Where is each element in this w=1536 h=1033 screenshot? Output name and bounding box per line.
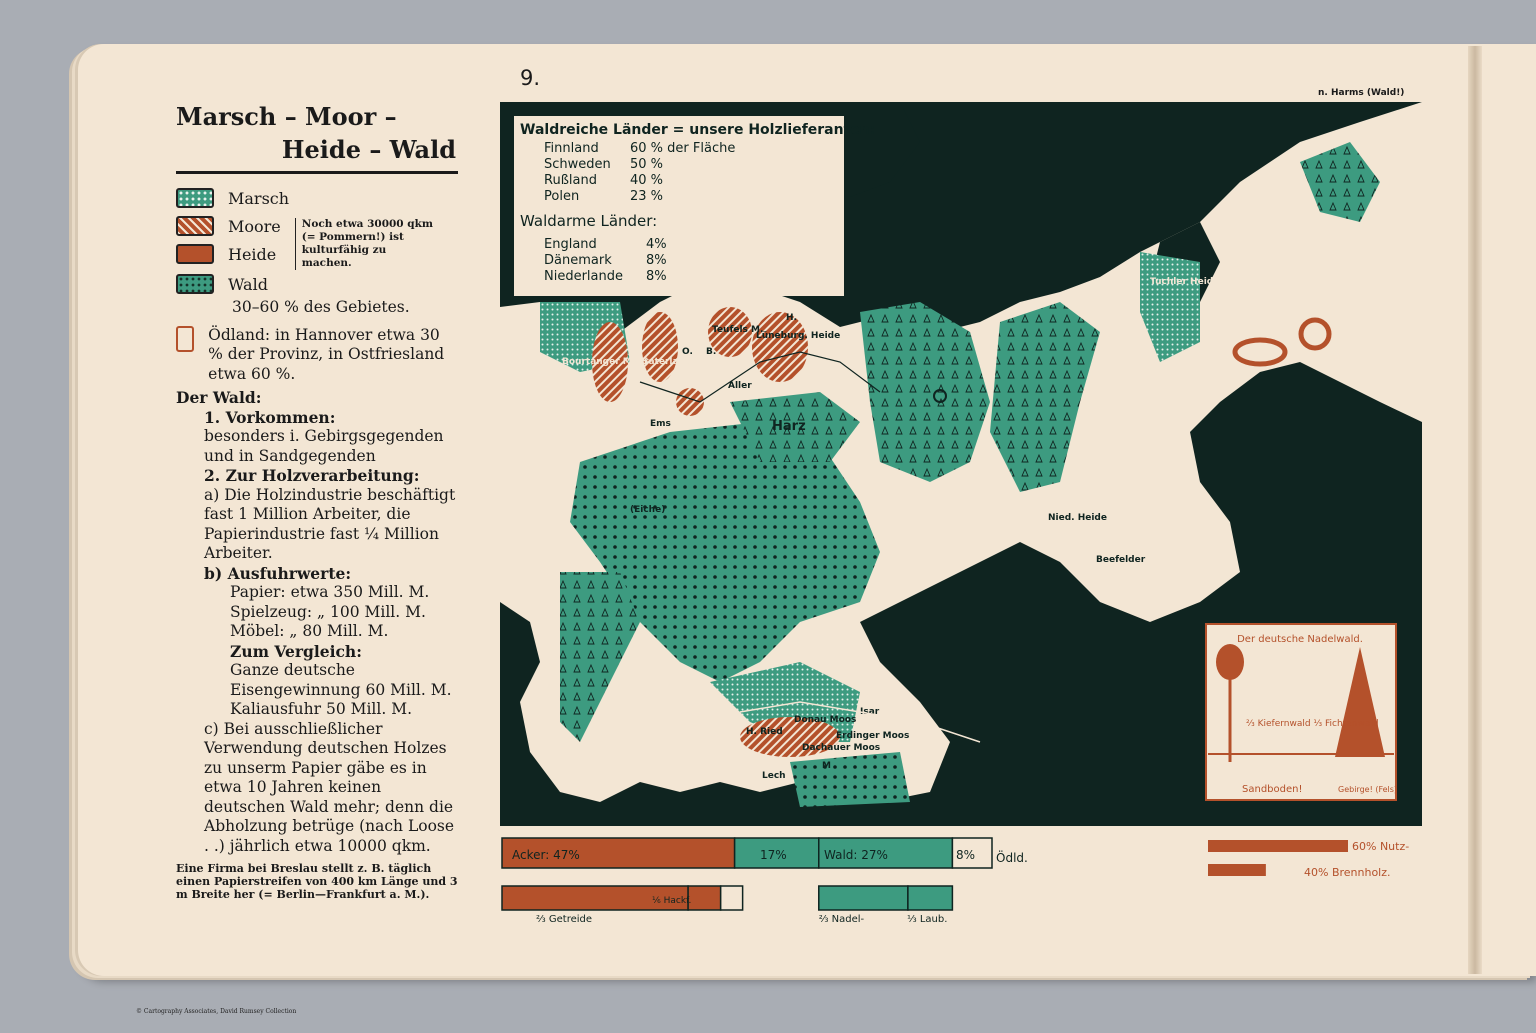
bar-label: 40% Brennholz. (1304, 866, 1391, 879)
c-text: c) Bei ausschließlicher Verwendung deutschen Holzes zu unserm Papier gäbe es in etwa 10 Jahren keinen deutschen Wald mehr; denn die Abholzung betrüge (nach Loose . .) jährlich etwa 10000 qkm. (204, 719, 455, 855)
book-gutter (1468, 46, 1482, 974)
label-luneburg: Lüneburg. Heide (756, 331, 841, 341)
land-value: 40 % (630, 173, 664, 188)
title-line-1: Marsch – Moor – (176, 102, 397, 131)
waldarme-heading: Waldarme Länder: (520, 212, 658, 230)
holz-heading: 2. Zur Holzverarbeitung: (204, 466, 420, 485)
legend-item-wald (176, 270, 458, 298)
label-ems: Ems (650, 419, 671, 429)
legend-item-moore (176, 212, 281, 240)
label-aller: Aller (728, 381, 752, 391)
label-bourtanger: Bourtanger Moor (562, 357, 649, 367)
bar-rest (721, 886, 743, 910)
odland-label: Ödland: in Hannover etwa 30 % der Provinz, in Ostfriesland etwa 60 %. (208, 325, 445, 383)
land-value: 60 % der Fläche (630, 141, 736, 156)
page-title (176, 100, 458, 166)
footer-credit: © Cartography Associates, David Rumsey Collection (136, 1008, 297, 1015)
forest-map (500, 102, 1422, 826)
bar-charts (500, 834, 1430, 934)
land-name: Dänemark (544, 253, 612, 268)
bar-label: Ödld. (996, 851, 1028, 865)
moore-swatch-icon (176, 216, 214, 236)
inset-share: ⅔ Kiefernwald ⅓ Fichtenwald (1246, 719, 1379, 729)
author-credit: n. Harms (Wald!) (1318, 88, 1405, 98)
legend-label: Heide (228, 244, 277, 264)
marsch-swatch-icon (176, 188, 214, 208)
bar-label: Wald: 27% (824, 848, 888, 862)
heide-swatch-icon (176, 244, 214, 264)
label-saterland: Saterland (642, 357, 692, 367)
inset-sandboden: Sandboden! (1242, 784, 1303, 795)
b-line-3: Möbel: „ 80 Mill. M. (230, 622, 389, 640)
bar-label: 17% (760, 848, 787, 862)
label-donau-moos: Donau Moos (794, 715, 857, 725)
label-harz: Harz (772, 419, 806, 434)
land-value: 8% (646, 269, 667, 284)
land-name: Polen (544, 189, 580, 204)
vorkommen-text: besonders i. Gebirgsgegenden und in Sandgegenden (204, 427, 444, 465)
bar-nadel (819, 886, 908, 910)
label-erdinger: Erdinger Moos (836, 731, 910, 741)
legend-label: Marsch (228, 188, 290, 208)
legend-item-marsch (176, 184, 458, 212)
bar-label: ⅔ Getreide (536, 914, 593, 925)
b-line-2: Spielzeug: „ 100 Mill. M. (230, 602, 426, 621)
label-tuchler: Tuchler Heide (1150, 277, 1220, 287)
vergleich-text: Ganze deutsche Eisengewinnung 60 Mill. M. Kaliausfuhr 50 Mill. M. (230, 661, 452, 718)
vorkommen-heading: 1. Vorkommen: (204, 407, 336, 427)
land-name: Schweden (544, 157, 611, 172)
bar-laub (908, 886, 953, 910)
legend-label: Wald (228, 274, 268, 294)
bar-label: Acker: 47% (512, 848, 580, 862)
waldreiche-heading: Waldreiche Länder = unsere Holzlieferanten: (520, 122, 876, 138)
heide-luneburg (752, 312, 808, 382)
label-h: H. (786, 313, 797, 323)
bar-brennholz (1208, 864, 1266, 876)
bar-hackfr (688, 886, 721, 910)
b-line-1: Papier: etwa 350 Mill. M. (230, 583, 430, 601)
land-name: Finnland (544, 141, 599, 156)
label-lech: Lech (762, 771, 786, 781)
land-value: 8% (646, 253, 667, 268)
label-nied-heide: Nied. Heide (1048, 513, 1107, 523)
vergleich-heading: Zum Vergleich: (230, 641, 362, 661)
label-isar: Isar (860, 707, 880, 717)
legend (176, 184, 458, 384)
moore-heide-note: Noch etwa 30000 qkm (= Pommern!) ist kulturfähig zu machen. (295, 218, 438, 270)
wald-swatch-icon (176, 274, 214, 294)
land-value: 50 % (630, 157, 664, 172)
legend-label: Moore (228, 216, 281, 236)
b-heading: b) Ausfuhrwerte: (204, 563, 352, 583)
label-b: B. (706, 347, 717, 357)
label-m: M (822, 761, 831, 771)
page-number: 9. (520, 66, 541, 90)
wald-share: 30–60 % des Gebietes. (232, 298, 410, 316)
der-wald-heading: Der Wald: (176, 388, 262, 407)
land-name: England (544, 237, 597, 252)
label-beefelder: Beefelder (1096, 555, 1146, 565)
bar-label: ⅓ Laub. (906, 914, 948, 925)
footnote: Eine Firma bei Breslau stellt z. B. täglich einen Papierstreifen von 400 km Länge und 3 m Breite her (= Berlin—Frankfurt a. M.). (176, 862, 458, 901)
bar-label: 8% (956, 848, 976, 862)
label-dachauer: Dachauer Moos (802, 743, 881, 753)
legend-item-heide (176, 240, 281, 268)
bar-label: ⅙ Hackf. (652, 896, 692, 906)
moore-heide-group (176, 212, 458, 270)
label-teufels: Teufels M. (712, 325, 764, 335)
land-name: Niederlande (544, 269, 623, 284)
bar-nutzholz (1208, 840, 1348, 852)
land-value: 23 % (630, 189, 664, 204)
land-name: Rußland (544, 173, 597, 188)
land-value: 4% (646, 237, 667, 252)
inset-title: Der deutsche Nadelwald. (1237, 634, 1363, 645)
moor-saterland (642, 312, 678, 382)
text-column (176, 100, 458, 901)
odland-swatch-icon (176, 326, 194, 352)
legend-item-odland (176, 326, 458, 385)
inset-gebirge: Gebirge! (Fels) (1338, 785, 1398, 794)
bar-label: 60% Nutz- (1352, 840, 1410, 853)
label-eiche: (Eiche) (630, 505, 666, 515)
label-o: O. (682, 347, 693, 357)
label-h-ried: H. Ried (746, 727, 783, 737)
title-line-2: Heide – Wald (281, 135, 456, 164)
bar-label: ⅔ Nadel- (818, 914, 865, 925)
title-rule (176, 171, 458, 174)
a-text: a) Die Holzindustrie beschäftigt fast 1 Million Arbeiter, die Papierindustrie fast ¼ Million Arbeiter. (204, 485, 456, 562)
